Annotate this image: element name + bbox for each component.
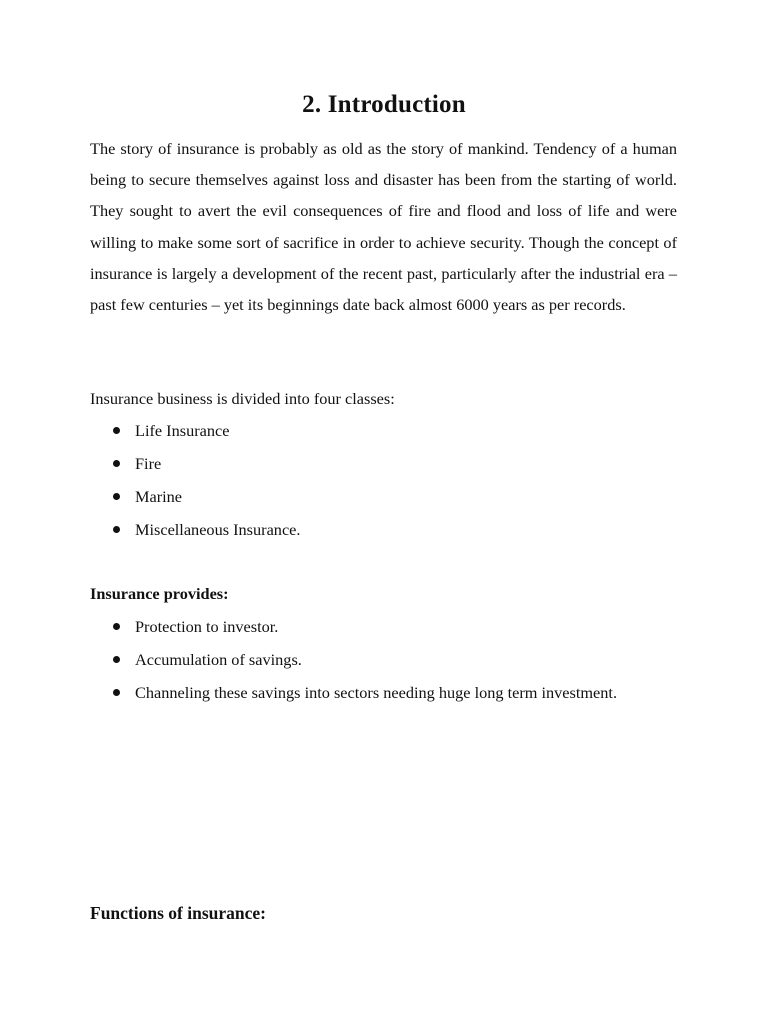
classes-list [90, 419, 300, 551]
bullet-icon [113, 689, 120, 696]
list-item-text: Fire [135, 454, 162, 473]
provides-list [90, 615, 617, 714]
list-item [90, 615, 617, 648]
classes-label: Insurance business is divided into four classes: [90, 389, 395, 408]
list-item [90, 518, 300, 551]
list-item-text: Protection to investor. [135, 617, 279, 636]
bullet-icon [113, 656, 120, 663]
intro-paragraph: The story of insurance is probably as old as the story of mankind. Tendency of a human being to secure themselves against loss and disaster has been from the starting of world. They sought to avert the evil consequences of fire and flood and loss of life and were willing to make some sort of sacrifice in order to achieve security. Though the concept of insurance is largely a development of the recent past, particularly after the industrial era – past few centuries – yet its beginnings date back almost 6000 years as per records. [90, 139, 677, 315]
page-title: 2. Introduction [302, 91, 466, 118]
bullet-icon [113, 493, 120, 500]
list-item [90, 485, 300, 518]
list-item [90, 452, 300, 485]
functions-heading: Functions of insurance: [90, 903, 266, 923]
list-item [90, 648, 617, 681]
list-item [90, 681, 617, 714]
bullet-icon [113, 460, 120, 467]
list-item-text: Channeling these savings into sectors needing huge long term investment. [135, 683, 618, 702]
list-item [90, 419, 300, 452]
list-item-text: Accumulation of savings. [135, 650, 302, 669]
list-item-text: Miscellaneous Insurance. [135, 520, 301, 539]
list-item-text: Marine [135, 487, 183, 506]
list-item-text: Life Insurance [135, 421, 230, 440]
bullet-icon [113, 427, 120, 434]
bullet-icon [113, 623, 120, 630]
provides-label: Insurance provides: [90, 584, 229, 603]
bullet-icon [113, 526, 120, 533]
